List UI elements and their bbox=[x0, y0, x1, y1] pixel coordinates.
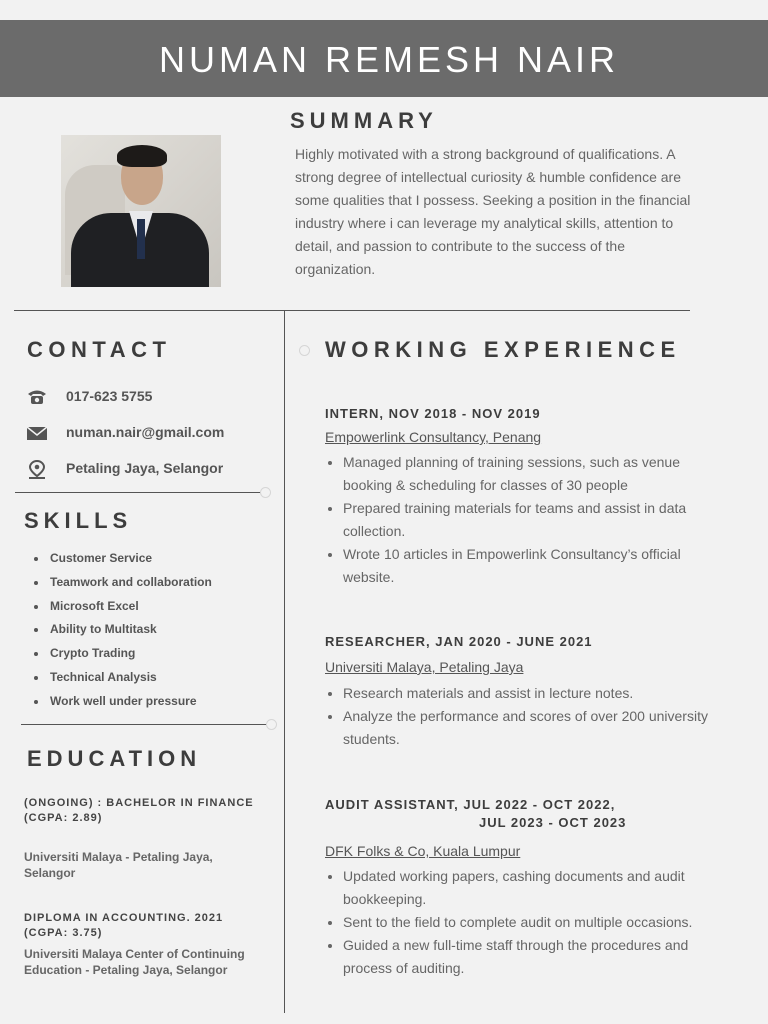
summary-text: Highly motivated with a strong background of qualifications. A strong degree of intellectual curiosity & humble confidence are some qualities that I possess. Seeking a position in the financial industry where i can leverage my analytical skills, attention to detail, and passion to contribute to the success of the organization. bbox=[295, 146, 691, 277]
column-divider bbox=[284, 311, 285, 1013]
job-bullet: Research materials and assist in lecture notes. bbox=[325, 682, 715, 705]
job-bullet: Prepared training materials for teams and assist in data collection. bbox=[325, 497, 715, 543]
email-address: numan.nair@gmail.com bbox=[66, 424, 225, 440]
divider-dot bbox=[260, 487, 271, 498]
skill-item: Ability to Multitask bbox=[34, 619, 212, 643]
job-company[interactable]: Universiti Malaya, Petaling Jaya bbox=[325, 659, 524, 675]
job-bullet: Wrote 10 articles in Empowerlink Consultancy’s official website. bbox=[325, 543, 715, 589]
education-institution: Universiti Malaya Center of Continuing Education - Petaling Jaya, Selangor bbox=[24, 947, 245, 977]
education-degree: DIPLOMA IN ACCOUNTING. 2021 (CGPA: 3.75) bbox=[24, 912, 224, 939]
contact-divider bbox=[15, 492, 265, 493]
summary-title: SUMMARY bbox=[290, 108, 438, 133]
education-institution: Universiti Malaya - Petaling Jaya, Selangor bbox=[24, 850, 213, 880]
full-name: NUMAN REMESH NAIR bbox=[158, 39, 620, 80]
skills-divider bbox=[21, 724, 267, 725]
skill-item: Crypto Trading bbox=[34, 643, 212, 667]
divider-dot bbox=[266, 719, 277, 730]
skill-item: Technical Analysis bbox=[34, 667, 212, 691]
job-bullet: Sent to the field to complete audit on multiple occasions. bbox=[325, 911, 715, 934]
job-bullets bbox=[325, 865, 715, 980]
job-bullet: Updated working papers, cashing documents and audit bookkeeping. bbox=[325, 865, 715, 911]
name-banner bbox=[0, 20, 768, 97]
job-company[interactable]: Empowerlink Consultancy, Penang bbox=[325, 429, 542, 445]
phone-icon bbox=[26, 388, 48, 406]
job-bullet: Managed planning of training sessions, such as venue booking & scheduling for classes of 30 people bbox=[325, 451, 715, 497]
job-bullets bbox=[325, 451, 715, 589]
skill-item: Teamwork and collaboration bbox=[34, 572, 212, 596]
job-title: AUDIT ASSISTANT, JUL 2022 - OCT 2022, bbox=[325, 797, 616, 812]
education-degree: (ONGOING) : BACHELOR IN FINANCE (CGPA: 2.89) bbox=[24, 797, 254, 824]
envelope-icon bbox=[26, 424, 48, 442]
skill-item: Microsoft Excel bbox=[34, 596, 212, 620]
job-title-continued: JUL 2023 - OCT 2023 bbox=[479, 815, 627, 830]
skill-item: Customer Service bbox=[34, 548, 212, 572]
profile-photo bbox=[61, 135, 221, 287]
education-title: EDUCATION bbox=[27, 746, 202, 771]
job-bullet: Analyze the performance and scores of over 200 university students. bbox=[325, 705, 715, 751]
skills-title: SKILLS bbox=[24, 508, 133, 533]
job-bullets bbox=[325, 682, 715, 751]
job-title: INTERN, NOV 2018 - NOV 2019 bbox=[325, 406, 541, 421]
job-title: RESEARCHER, JAN 2020 - JUNE 2021 bbox=[325, 634, 593, 649]
divider-dot bbox=[299, 345, 310, 356]
map-pin-icon bbox=[26, 460, 48, 478]
phone-number: 017-623 5755 bbox=[66, 388, 153, 404]
skills-list bbox=[34, 548, 212, 715]
experience-title: WORKING EXPERIENCE bbox=[325, 337, 681, 362]
skill-item: Work well under pressure bbox=[34, 691, 212, 715]
contact-title: CONTACT bbox=[27, 337, 172, 362]
job-company[interactable]: DFK Folks & Co, Kuala Lumpur bbox=[325, 843, 521, 859]
top-divider bbox=[14, 310, 690, 311]
job-bullet: Guided a new full-time staff through the procedures and process of auditing. bbox=[325, 934, 715, 980]
location-text: Petaling Jaya, Selangor bbox=[66, 460, 224, 476]
